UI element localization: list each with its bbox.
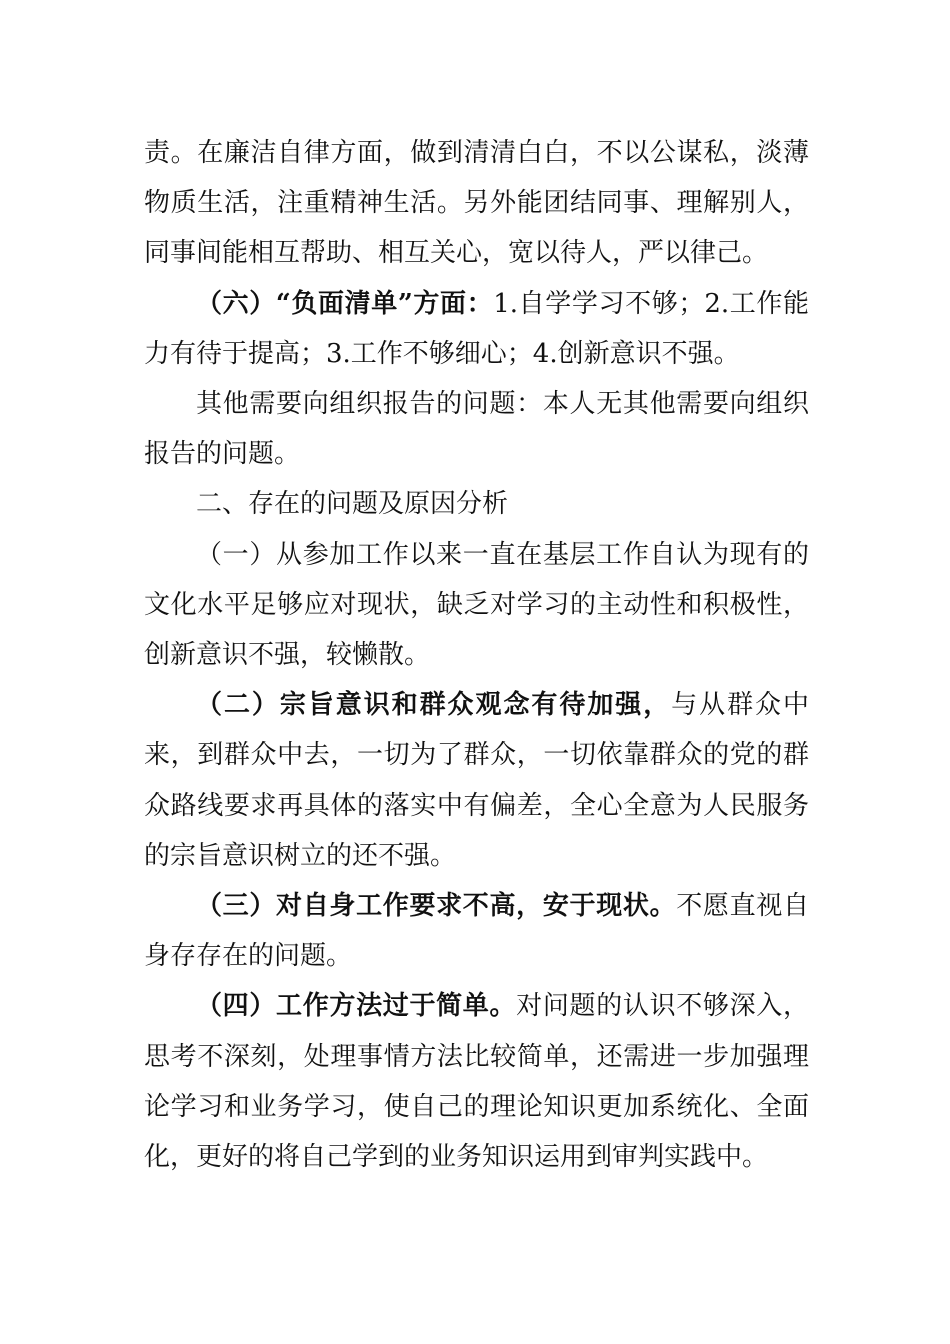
paragraph-problem-four [144, 981, 809, 1182]
heading-text: 二、存在的问题及原因分析 [196, 489, 509, 520]
paragraph-text: 不愿直视自身存存在的问题。 [144, 891, 809, 972]
paragraph-text: （一）从参加工作以来一直在基层工作自认为现有的文化水平足够应对现状，缺乏对学习的主动性和积极性，创新意识不强，较懒散。 [144, 539, 809, 671]
paragraph-problem-two [144, 680, 809, 881]
paragraph-text: 对问题的认识不够深入，思考不深刻，处理事情方法比较简单，还需进一步加强理论学习和业务学习，使自己的理论知识更加系统化、全面化，更好的将自己学到的业务知识运用到审判实践中。 [144, 991, 809, 1173]
problem-three-heading: （三）对自身工作要求不高，安于现状。 [196, 891, 677, 922]
paragraph-integrity-continuation [144, 128, 809, 279]
problem-two-heading: （二）宗旨意识和群众观念有待加强， [196, 690, 672, 721]
problem-four-heading: （四）工作方法过于简单。 [196, 991, 517, 1022]
paragraph-text: 1.自学学习不够；2.工作能力有待于提高；3.工作不够细心；4.创新意识不强。 [144, 288, 809, 369]
paragraph-text: 与从群众中来，到群众中去，一切为了群众，一切依靠群众的党的群众路线要求再具体的落实中有偏差，全心全意为人民服务的宗旨意识树立的还不强。 [144, 690, 809, 871]
document-body [144, 128, 809, 1182]
paragraph-text: 其他需要向组织报告的问题：本人无其他需要向组织报告的问题。 [144, 389, 809, 470]
paragraph-negative-list [144, 279, 809, 379]
paragraph-other-issues [144, 379, 809, 479]
paragraph-text: 责。在廉洁自律方面，做到清清白白，不以公谋私，淡薄物质生活，注重精神生活。另外能团结同事、理解别人，同事间能相互帮助、相互关心，宽以待人，严以律己。 [144, 138, 809, 269]
section-heading-problems-analysis [144, 479, 809, 529]
paragraph-problem-three [144, 881, 809, 981]
paragraph-problem-one [144, 530, 809, 681]
section-heading-six: （六）“负面清单”方面： [196, 288, 494, 319]
